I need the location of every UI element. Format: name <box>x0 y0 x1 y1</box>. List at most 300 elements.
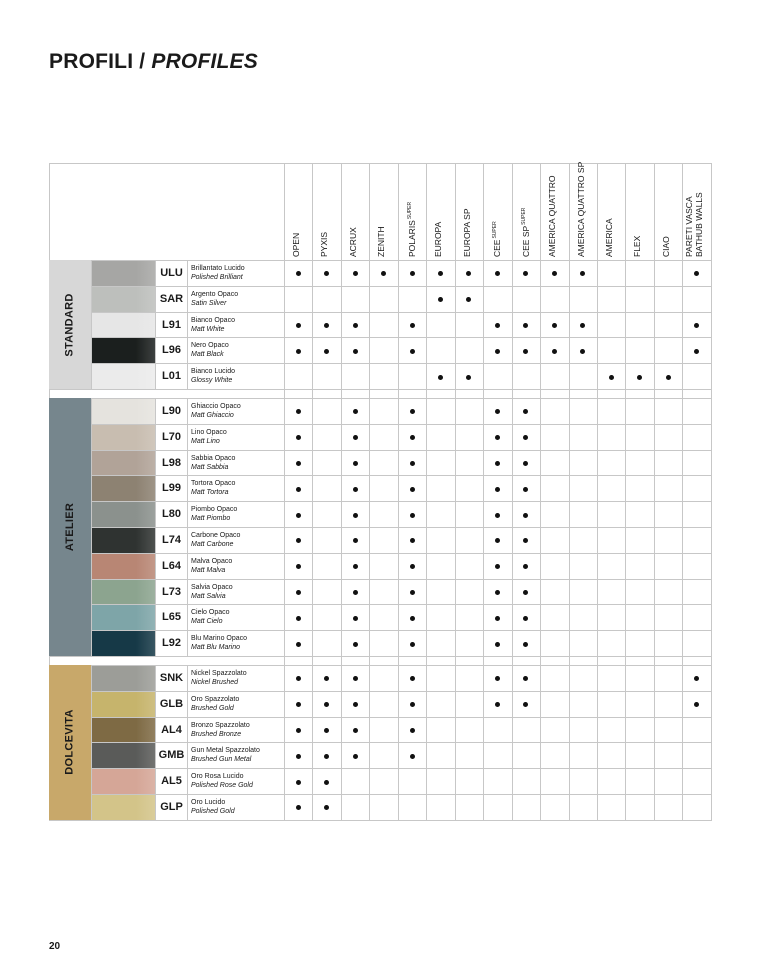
finish-swatch <box>92 554 155 579</box>
finish-code: L65 <box>162 611 181 624</box>
finish-swatch <box>92 313 155 338</box>
finish-name <box>191 798 283 816</box>
page-title-main: PROFILI / <box>49 50 146 73</box>
page-title-italic: PROFILES <box>151 50 258 73</box>
availability-dot <box>353 409 358 414</box>
availability-dot <box>410 538 415 543</box>
finish-name-italian: Ghiaccio Opaco <box>191 403 241 410</box>
table-border-top <box>49 163 711 164</box>
column-divider <box>711 163 712 820</box>
availability-dot <box>296 564 301 569</box>
row-divider <box>91 579 711 580</box>
column-header <box>603 218 614 257</box>
finish-code: L64 <box>162 559 181 572</box>
finish-name-english: Matt Malva <box>191 566 226 574</box>
column-header-superscript: SUPER <box>492 221 499 239</box>
availability-dot <box>523 487 528 492</box>
finish-code: L74 <box>162 534 181 546</box>
finish-name-italian: Salvia Opaco <box>191 583 233 591</box>
finish-swatch <box>92 476 155 501</box>
column-divider <box>512 163 513 820</box>
finish-name-english: Polished Brilliant <box>191 274 243 281</box>
section-gap-rule <box>49 656 711 657</box>
row-divider <box>91 450 711 451</box>
row-divider <box>91 630 711 631</box>
swatch-left-rule <box>91 398 92 656</box>
finish-name <box>191 583 283 601</box>
availability-dot <box>353 728 358 733</box>
column-header-label: EUROPA <box>433 221 444 257</box>
column-divider <box>597 163 598 820</box>
availability-dot <box>353 513 358 518</box>
availability-dot <box>296 435 301 440</box>
availability-dot <box>523 461 528 466</box>
availability-dot <box>637 375 642 380</box>
availability-dot <box>495 409 500 414</box>
availability-dot <box>580 271 585 276</box>
availability-dot <box>296 349 301 354</box>
availability-dot <box>324 805 329 810</box>
availability-dot <box>296 616 301 621</box>
availability-dot <box>296 323 301 328</box>
row-divider <box>91 337 711 338</box>
finish-code: L98 <box>162 456 181 469</box>
availability-dot <box>523 564 528 569</box>
finish-code: ULU <box>160 267 183 279</box>
availability-dot <box>666 375 671 380</box>
finish-name-italian: Bianco Lucido <box>191 368 235 376</box>
category-name: ATELIER <box>64 502 76 552</box>
code-right-rule <box>187 665 188 820</box>
column-header <box>376 226 387 257</box>
finish-name <box>191 669 283 687</box>
availability-dot <box>353 271 358 276</box>
availability-dot <box>410 513 415 518</box>
category-name: STANDARD <box>64 292 76 357</box>
row-divider <box>91 363 711 364</box>
availability-dot <box>410 728 415 733</box>
column-header <box>291 232 301 257</box>
availability-dot <box>466 375 471 380</box>
column-header-label: POLARIS <box>406 220 417 257</box>
availability-dot <box>609 375 614 380</box>
column-header-label: PARETI VASCA <box>684 196 695 257</box>
finish-code: L73 <box>162 585 181 598</box>
availability-dot <box>495 538 500 543</box>
availability-dot <box>324 676 329 681</box>
finish-name-italian: Brillantato Lucido <box>191 265 245 272</box>
column-header-label: EUROPA SP <box>461 208 472 257</box>
finish-code: AL5 <box>161 775 182 788</box>
availability-dot <box>410 702 415 707</box>
availability-dot <box>296 728 301 733</box>
finish-swatch <box>92 338 155 363</box>
finish-code: L91 <box>162 318 181 331</box>
availability-dot <box>466 271 471 276</box>
row-divider <box>91 742 711 743</box>
availability-dot <box>466 297 471 302</box>
finish-code: SNK <box>159 672 184 684</box>
availability-dot <box>523 676 528 681</box>
availability-dot <box>410 487 415 492</box>
finish-swatch <box>92 399 155 424</box>
finish-name-italian: Oro Lucido <box>191 799 226 806</box>
finish-name <box>191 428 283 446</box>
availability-dot <box>410 642 415 647</box>
availability-dot <box>353 702 358 707</box>
row-divider <box>91 717 711 718</box>
availability-dot <box>353 642 358 647</box>
finish-name-italian: Blu Marino Opaco <box>191 635 248 643</box>
finish-name-english: Matt Blu Marino <box>191 644 241 652</box>
availability-dot <box>324 349 329 354</box>
finish-name-english: Matt Piombo <box>191 515 231 523</box>
finish-name <box>191 290 283 308</box>
page-number: 20 <box>49 941 61 952</box>
finish-name-italian: Carbone Opaco <box>191 532 241 539</box>
column-header <box>461 208 472 257</box>
column-header <box>660 236 671 257</box>
column-header-label: PYXIS <box>319 231 330 257</box>
column-divider <box>284 163 285 820</box>
finish-name-italian: Nero Opaco <box>191 342 229 350</box>
availability-dot <box>694 676 699 681</box>
finish-name-italian: Piombo Opaco <box>191 506 238 514</box>
availability-dot <box>523 349 528 354</box>
finish-name <box>191 531 283 549</box>
row-divider <box>91 794 711 795</box>
row-divider <box>91 424 711 425</box>
finish-name-italian: Malva Opaco <box>191 557 233 565</box>
availability-dot <box>438 271 443 276</box>
finish-name-italian: Tortora Opaco <box>191 480 236 488</box>
column-divider <box>369 163 370 820</box>
swatch-left-rule <box>91 260 92 389</box>
category-label-standard <box>49 260 91 389</box>
finish-name-english: Matt Cielo <box>191 618 223 626</box>
finish-name <box>191 634 283 652</box>
availability-dot <box>410 590 415 595</box>
finish-swatch <box>92 425 155 450</box>
availability-dot <box>694 323 699 328</box>
availability-dot <box>410 323 415 328</box>
finish-swatch <box>92 261 155 286</box>
column-header-label: FLEX <box>632 235 643 257</box>
finish-swatch <box>92 528 155 553</box>
column-header-label: AMERICA QUATTRO <box>547 175 558 257</box>
availability-dot <box>552 349 557 354</box>
column-header <box>433 221 444 257</box>
column-divider <box>426 163 427 820</box>
availability-dot <box>438 375 443 380</box>
finish-code: L80 <box>162 508 181 521</box>
finish-name <box>191 557 283 575</box>
swatch-right-rule <box>155 260 156 389</box>
column-divider <box>483 163 484 820</box>
availability-dot <box>523 616 528 621</box>
availability-dot <box>381 271 386 276</box>
finish-name-english: Polished Gold <box>191 808 235 815</box>
category-label-dolcevita <box>49 665 91 820</box>
availability-dot <box>353 616 358 621</box>
column-divider <box>654 163 655 820</box>
availability-dot <box>495 323 500 328</box>
finish-name-italian: Oro Spazzolato <box>191 695 240 703</box>
finish-swatch <box>92 580 155 605</box>
finish-name-english: Matt Carbone <box>191 541 234 548</box>
column-divider <box>569 163 570 820</box>
column-header <box>347 227 358 257</box>
column-header-label: CEE <box>492 239 503 257</box>
availability-dot <box>495 435 500 440</box>
column-header-label: AMERICA <box>603 218 614 257</box>
finish-name-english: Matt Sabbia <box>191 463 229 471</box>
availability-dot <box>296 538 301 543</box>
finish-code: L90 <box>162 405 181 417</box>
finish-code: L01 <box>162 370 181 383</box>
finish-name <box>191 316 283 334</box>
availability-dot <box>495 513 500 518</box>
finish-name-english: Matt Lino <box>191 437 220 445</box>
availability-dot <box>523 409 528 414</box>
column-divider <box>625 163 626 820</box>
column-header-label: CIAO <box>660 236 671 257</box>
availability-dot <box>580 349 585 354</box>
row-divider <box>91 768 711 769</box>
finish-name-italian: Argento Opaco <box>191 290 239 298</box>
row-divider <box>91 553 711 554</box>
availability-dot <box>324 271 329 276</box>
finish-code: L70 <box>162 430 181 443</box>
finish-name-english: Matt Ghiaccio <box>191 412 234 419</box>
code-right-rule <box>187 398 188 656</box>
availability-dot <box>353 487 358 492</box>
column-header-label: OPEN <box>291 232 301 257</box>
availability-dot <box>296 513 301 518</box>
column-header-label: AMERICA QUATTRO SP <box>575 161 586 257</box>
section-gap-rule <box>49 389 711 390</box>
availability-dot <box>495 564 500 569</box>
availability-dot <box>410 676 415 681</box>
availability-dot <box>523 590 528 595</box>
finish-name <box>191 402 283 420</box>
finish-name-english: Polished Rose Gold <box>191 782 253 790</box>
finish-swatch <box>92 287 155 312</box>
finish-name <box>191 454 283 472</box>
finish-name-english: Brushed Bronze <box>191 730 242 738</box>
category-label-atelier <box>49 398 91 656</box>
availability-dot <box>410 435 415 440</box>
finish-swatch <box>92 718 155 743</box>
availability-dot <box>353 676 358 681</box>
availability-dot <box>410 616 415 621</box>
availability-dot <box>552 271 557 276</box>
row-divider <box>91 501 711 502</box>
column-header <box>490 221 503 257</box>
availability-dot <box>296 461 301 466</box>
column-header-superscript: SUPER <box>406 201 413 220</box>
column-divider <box>398 163 399 820</box>
row-divider <box>91 475 711 476</box>
finish-name-italian: Oro Rosa Lucido <box>191 773 244 781</box>
availability-dot <box>410 461 415 466</box>
finish-name <box>191 721 283 739</box>
column-divider <box>455 163 456 820</box>
finish-swatch <box>92 631 155 656</box>
finish-name-english: Matt White <box>191 325 225 333</box>
availability-dot <box>495 349 500 354</box>
column-header-label: ZENITH <box>376 226 387 257</box>
availability-dot <box>296 487 301 492</box>
finish-code: GLB <box>159 697 184 710</box>
availability-dot <box>410 564 415 569</box>
availability-dot <box>523 702 528 707</box>
swatch-left-rule <box>91 665 92 820</box>
row-divider <box>91 820 711 821</box>
finish-name <box>191 479 283 497</box>
availability-dot <box>694 702 699 707</box>
finish-name-italian: Bianco Opaco <box>191 316 235 324</box>
row-divider <box>91 604 711 605</box>
finish-name-english: Satin Silver <box>191 299 227 307</box>
finish-name-english: Matt Black <box>191 351 224 359</box>
row-divider <box>91 312 711 313</box>
availability-dot <box>296 409 301 414</box>
availability-dot <box>523 435 528 440</box>
availability-dot <box>353 435 358 440</box>
availability-dot <box>495 642 500 647</box>
availability-dot <box>353 754 358 759</box>
finish-name-english: Glossy White <box>191 377 233 385</box>
finish-code: L99 <box>162 482 181 495</box>
finish-name-english: Matt Tortora <box>191 489 229 497</box>
availability-dot <box>296 754 301 759</box>
finish-swatch <box>92 666 155 691</box>
availability-dot <box>353 564 358 569</box>
availability-dot <box>580 323 585 328</box>
availability-dot <box>694 271 699 276</box>
column-header-superscript: SUPER <box>520 207 527 225</box>
availability-dot <box>523 323 528 328</box>
availability-dot <box>438 297 443 302</box>
availability-dot <box>353 323 358 328</box>
finish-name <box>191 367 283 385</box>
availability-dot <box>353 349 358 354</box>
finish-code: L92 <box>162 637 181 650</box>
availability-dot <box>353 590 358 595</box>
availability-dot <box>324 780 329 785</box>
availability-dot <box>324 323 329 328</box>
column-header-label: ACRUX <box>347 227 358 257</box>
swatch-right-rule <box>155 398 156 656</box>
finish-swatch <box>92 502 155 527</box>
availability-dot <box>353 461 358 466</box>
finish-swatch <box>92 451 155 476</box>
availability-dot <box>324 702 329 707</box>
availability-dot <box>495 590 500 595</box>
finish-name-english: Brushed Gun Metal <box>191 756 252 764</box>
column-divider <box>540 163 541 820</box>
row-divider <box>91 286 711 287</box>
finish-swatch <box>92 692 155 717</box>
availability-dot <box>495 487 500 492</box>
availability-dot <box>523 538 528 543</box>
finish-swatch <box>92 364 155 389</box>
finish-code: L96 <box>162 344 181 357</box>
finish-name <box>191 695 283 713</box>
availability-dot <box>495 461 500 466</box>
column-header <box>405 201 417 257</box>
finish-name <box>191 772 283 790</box>
availability-dot <box>296 805 301 810</box>
column-divider <box>341 163 342 820</box>
availability-dot <box>552 323 557 328</box>
finish-name-italian: Cielo Opaco <box>191 609 230 617</box>
finish-name-english: Brushed Gold <box>191 704 234 712</box>
availability-dot <box>296 676 301 681</box>
code-right-rule <box>187 260 188 389</box>
availability-dot <box>296 590 301 595</box>
availability-dot <box>495 676 500 681</box>
availability-dot <box>495 616 500 621</box>
availability-dot <box>694 349 699 354</box>
finish-name-italian: Gun Metal Spazzolato <box>191 747 260 755</box>
column-divider <box>312 163 313 820</box>
finish-name <box>191 264 283 282</box>
availability-dot <box>296 271 301 276</box>
finish-swatch <box>92 769 155 794</box>
finish-swatch <box>92 605 155 630</box>
availability-dot <box>296 642 301 647</box>
availability-dot <box>495 271 500 276</box>
finish-swatch <box>92 795 155 820</box>
column-header-label-line2: BATHUB WALLS <box>694 192 705 257</box>
column-header <box>575 161 586 257</box>
finish-name-english: Nickel Brushed <box>191 679 239 686</box>
availability-dot <box>410 754 415 759</box>
finish-code: GMB <box>158 749 185 762</box>
finish-code: SAR <box>159 292 184 305</box>
column-header <box>519 207 531 257</box>
finish-name <box>191 608 283 626</box>
availability-dot <box>495 702 500 707</box>
finish-name <box>191 746 283 764</box>
finish-name-english: Matt Salvia <box>191 592 226 600</box>
column-header-label: CEE SP <box>520 225 531 257</box>
finish-swatch <box>92 743 155 768</box>
row-divider <box>91 527 711 528</box>
finish-name-italian: Sabbia Opaco <box>191 454 236 462</box>
row-divider <box>91 691 711 692</box>
finish-code: GLP <box>160 801 183 813</box>
availability-dot <box>296 780 301 785</box>
availability-dot <box>353 538 358 543</box>
finish-name-italian: Lino Opaco <box>191 428 227 436</box>
column-header <box>632 235 643 257</box>
availability-dot <box>296 702 301 707</box>
availability-dot <box>410 271 415 276</box>
finish-name-italian: Bronzo Spazzolato <box>191 721 250 729</box>
swatch-right-rule <box>155 665 156 820</box>
availability-dot <box>523 271 528 276</box>
availability-dot <box>324 754 329 759</box>
availability-dot <box>324 728 329 733</box>
finish-name <box>191 341 283 359</box>
column-divider <box>682 163 683 820</box>
category-name: DOLCEVITA <box>64 709 77 776</box>
availability-dot <box>410 349 415 354</box>
finish-name-italian: Nickel Spazzolato <box>191 670 247 677</box>
